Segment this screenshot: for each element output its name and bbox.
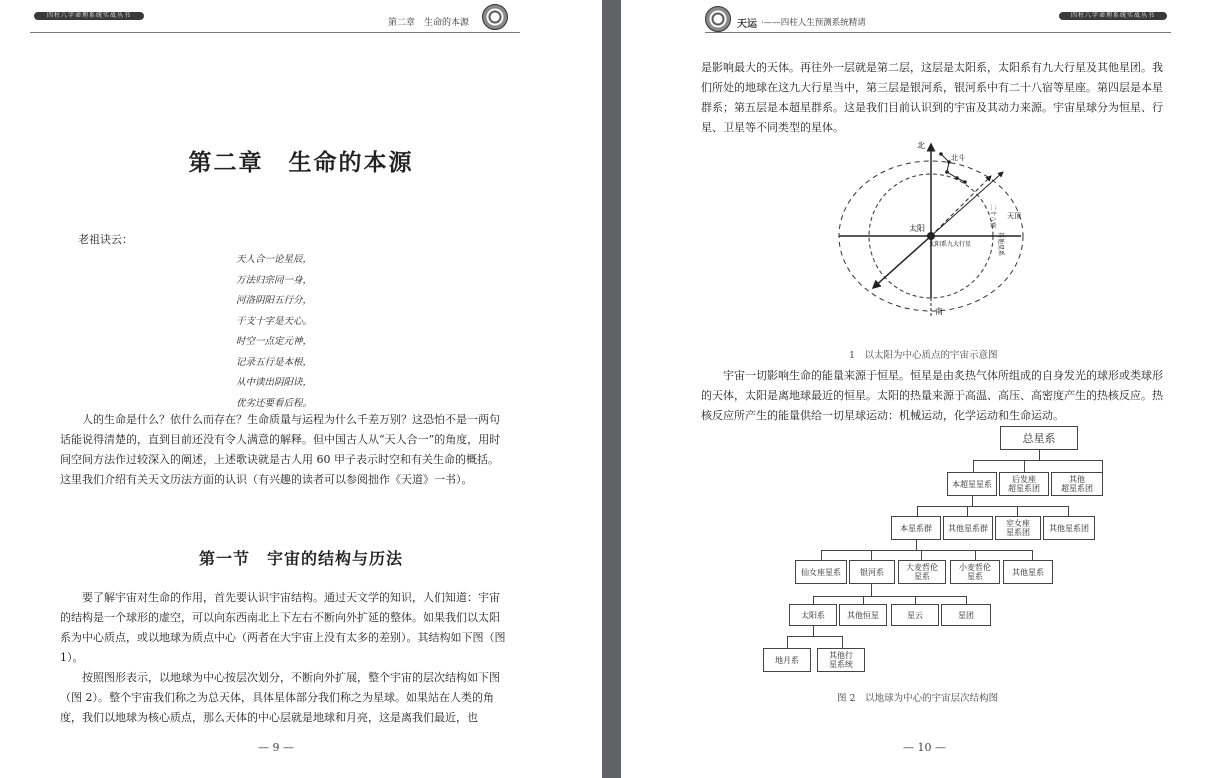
- label-other-stars: 其他星系: [997, 232, 1004, 257]
- node-level-4: 星团: [941, 604, 991, 626]
- node-level-5: 地月系: [763, 648, 811, 672]
- label-sun: 太阳: [909, 224, 925, 233]
- verse-line: 河洛阴阳五行分，: [236, 295, 313, 306]
- node-level-3: 大麦哲伦 星系: [898, 560, 946, 584]
- chapter-title: 第二章 生命的本源: [188, 149, 414, 176]
- verse-line: 时空一点定元神，: [236, 336, 313, 347]
- label-28-mansions: 二十八宿: [989, 204, 996, 229]
- verse-line: 天人合一论星辰，: [236, 254, 313, 265]
- node-level-2: 本星系群: [891, 516, 941, 540]
- header-rule: [705, 32, 1171, 33]
- running-head: 第二章 生命的本源: [388, 18, 470, 28]
- node-level-4: 星云: [891, 604, 939, 626]
- paragraph: 要了解宇宙对生命的作用，首先要认识宇宙结构。通过天文学的知识，人们知道：宇宙的结构是一个球形的虚空，可以向东西南北上下左右不断向外扩延的整体。如果我们以太阳系为中心质点，或以地球为质点中心（两者在大宇宙上没有太多的差别）。其结构如下图（图 1）。: [60, 591, 506, 664]
- series-badge: 四柱八字命理系统实战丛书: [1059, 12, 1167, 20]
- node-level-4: 太阳系: [789, 604, 837, 626]
- header-rule: [30, 32, 520, 33]
- node-level-5: 其他行 星系统: [817, 648, 865, 672]
- diagonal-arrow-down: [873, 236, 931, 288]
- series-badge: 四柱八字命理系统实战丛书: [34, 12, 144, 20]
- verse-line: 优劣还要看后程。: [236, 397, 313, 409]
- figure-2-caption: 图 2 以地球为中心的宇宙层次结构图: [837, 693, 999, 704]
- node-level-1: 本超星星系: [947, 472, 997, 496]
- node-level-2: 其他星系团: [1043, 516, 1095, 540]
- figure-1-caption: 1 以太阳为中心质点的宇宙示意图: [849, 350, 998, 361]
- node-level-2: 室女座 星系团: [995, 516, 1041, 540]
- label-planets: 太阳系九大行星: [929, 241, 972, 248]
- node-level-1: 后发座 超星系团: [999, 472, 1049, 496]
- node-level-2: 其他星系群: [943, 516, 993, 540]
- paragraph: 宇宙一切影响生命的能量来源于恒星。恒星是由炙热气体所组成的自身发光的球形或类球形的天体，太阳是离地球最近的恒星。太阳的热量来源于高温、高压、高密度产生的热核反应。热核反应所产生的能量供给一切星球运动：机械运动，化学运动和生命运动。: [701, 369, 1163, 422]
- node-level-3: 仙女座星系: [795, 560, 847, 584]
- book-subtitle: ·——四柱人生预测系统精请: [761, 18, 866, 28]
- label-north: 北: [917, 141, 925, 150]
- page-number: — 10 —: [903, 741, 946, 754]
- sun-marker: [927, 232, 935, 240]
- verse-line: 万法归宗同一身，: [236, 274, 313, 286]
- yin-yang-emblem-icon: [705, 6, 731, 32]
- node-level-1: 其他 超星系团: [1051, 472, 1103, 496]
- verse-block: [236, 250, 312, 414]
- node-level-3: 其他星系: [1003, 560, 1053, 584]
- yin-yang-emblem-icon: [482, 4, 508, 30]
- intro-label: 老祖诀云：: [78, 233, 133, 246]
- paragraph: 人的生命是什么？依什么而存在？生命质量与运程为什么千差万别？这恐怕不是一两句话能说得清楚的，直到目前还没有令人满意的解释。但中国古人从“天人合一”的角度，用时间空间方法作过较深入的阐述，上述歌诀就是古人用 60 甲子表示时空和有关生命的概括。这里我们介绍有关天文历法方面的认识（有兴趣的读者可以参阅拙作《天道》一书）。: [60, 413, 501, 486]
- verse-line: 干支十字是天心。: [236, 315, 313, 327]
- node-total-galaxy: 总星系: [1000, 426, 1078, 450]
- node-level-3: 小麦哲伦 星系: [950, 560, 1000, 584]
- node-level-3: 银河系: [849, 560, 895, 584]
- label-sky-top: 天顶: [1007, 212, 1021, 220]
- diagonal-arrow-up: [931, 176, 991, 236]
- page-9: [0, 0, 602, 778]
- paragraph: 是影响最大的天体。再往外一层就是第二层，这层是太阳系，太阳系有九大行星及其他星团。我们所处的地球在这九大行星当中，第三层是银河系，银河系中有二十八宿等星座。第四层是本星群系；第五层是本超星群系。这是我们目前认识到的宇宙及其动力来源。宇宙星球分为恒星、行星、卫星等不同类型的星体。: [701, 61, 1163, 134]
- section-title: 第一节 宇宙的结构与历法: [198, 549, 403, 568]
- label-big-dipper: 北斗: [951, 154, 965, 162]
- verse-line: 记录五行是本根，: [236, 356, 313, 368]
- page-10: [621, 0, 1224, 778]
- page-number: — 9 —: [258, 741, 294, 754]
- paragraph: 按照图形表示，以地球为中心按层次划分，不断向外扩展，整个宇宙的层次结构如下图（图 2）。整个宇宙我们称之为总天体，具体星体部分我们称之为星球。如果站在人类的角度，我们以地球为核心质点，那么天体的中心层就是地球和月亮，这是离我们最近，也: [60, 671, 500, 724]
- node-level-4: 其他恒星: [839, 604, 887, 626]
- verse-line: 从中读出阴阳诀，: [236, 377, 313, 388]
- book-title: 天运: [737, 19, 757, 30]
- label-south: 南: [935, 307, 943, 316]
- figure-1-cosmos-diagram: [831, 138, 1051, 318]
